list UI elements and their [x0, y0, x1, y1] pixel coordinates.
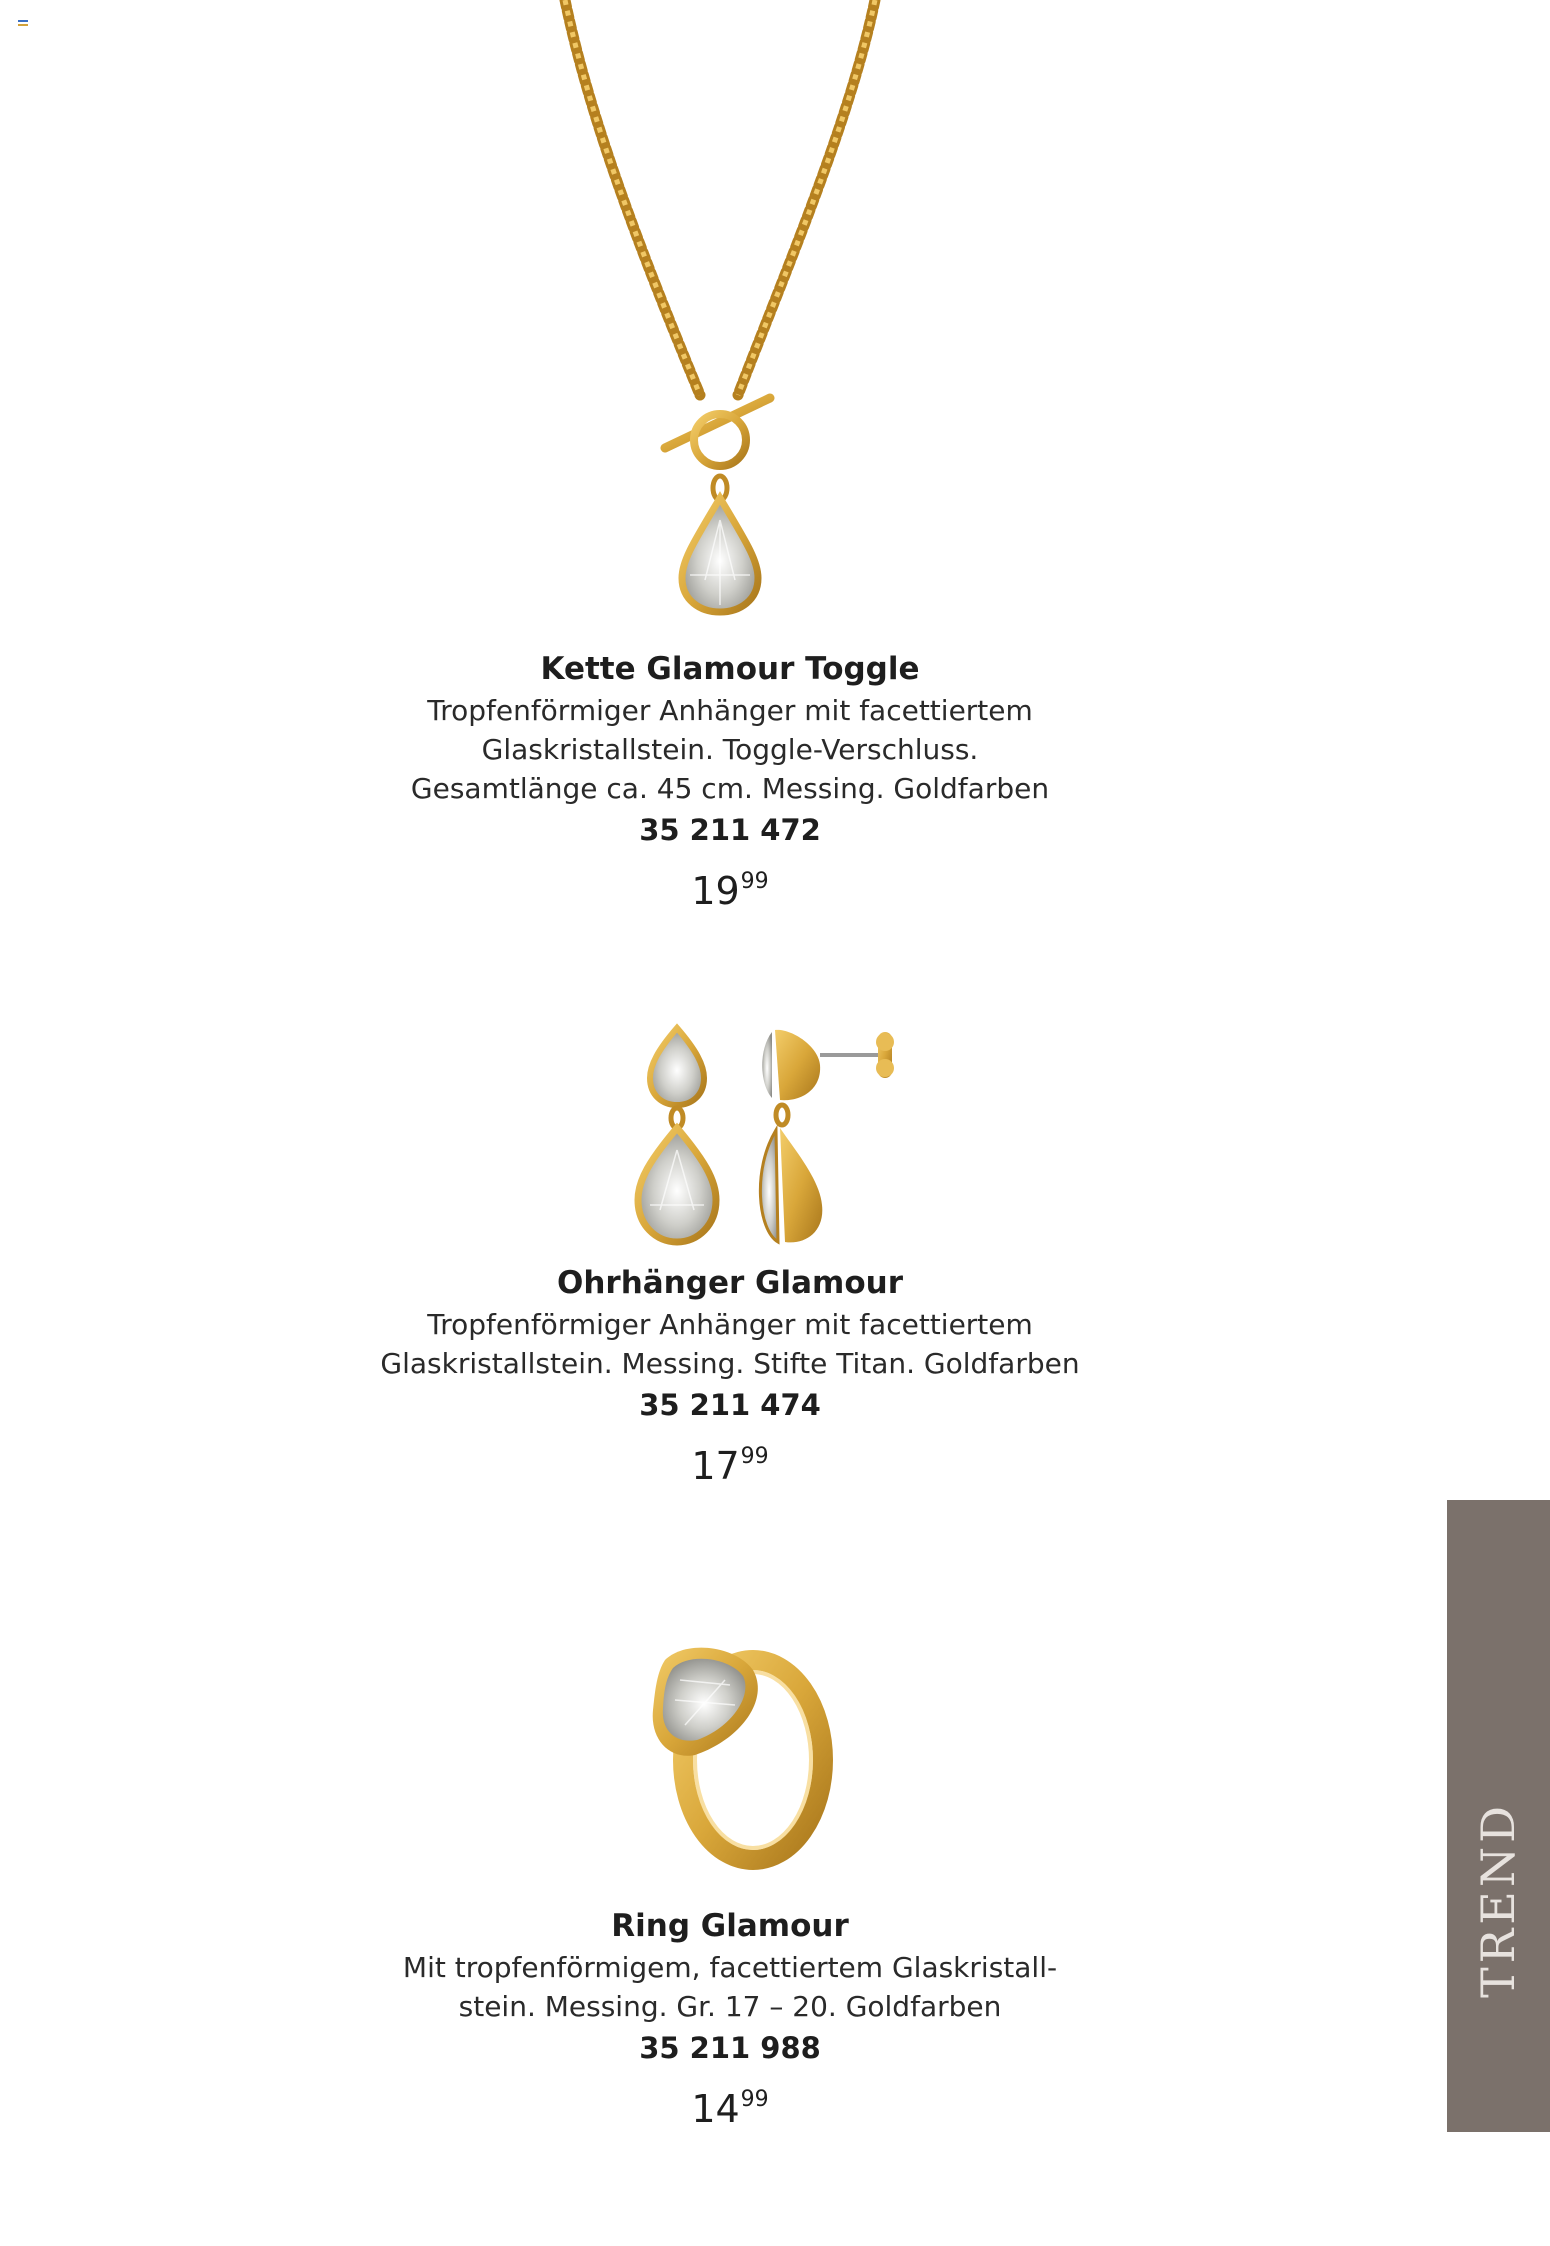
product-necklace — [330, 647, 1130, 916]
description-line: Glaskristallstein. Messing. Stifte Titan. Goldfarben — [380, 1347, 1080, 1380]
product-ring — [330, 1904, 1130, 2134]
price-cents: 99 — [740, 1444, 769, 1469]
price-euros: 14 — [691, 2087, 740, 2131]
trend-label: TREND — [1471, 1801, 1525, 1999]
description-line: Tropfenförmiger Anhänger mit facettiertem — [427, 1308, 1033, 1341]
product-description — [330, 691, 1130, 808]
price-euros: 17 — [691, 1444, 740, 1488]
product-description — [330, 1305, 1130, 1383]
product-title: Kette Glamour Toggle — [540, 651, 920, 687]
product-price — [330, 857, 1130, 916]
earrings-icon — [620, 1010, 910, 1260]
description-line: Glaskristallstein. Toggle-Verschluss. — [481, 733, 979, 766]
page-marker-icon — [18, 20, 28, 28]
description-line: Gesamtlänge ca. 45 cm. Messing. Goldfarben — [410, 772, 1050, 805]
price-cents: 99 — [740, 2087, 769, 2112]
product-description — [330, 1948, 1130, 2026]
description-line: Tropfenförmiger Anhänger mit facettiertem — [427, 694, 1033, 727]
description-line: stein. Messing. Gr. 17 – 20. Goldfarben — [458, 1990, 1002, 2023]
product-price — [330, 1432, 1130, 1491]
product-title: Ring Glamour — [611, 1908, 849, 1944]
product-sku: 35 211 472 — [639, 813, 821, 847]
trend-side-tab — [1447, 1500, 1550, 2132]
product-title: Ohrhänger Glamour — [556, 1265, 903, 1301]
ring-icon — [635, 1630, 845, 1880]
product-sku: 35 211 988 — [639, 2031, 821, 2065]
necklace-icon — [520, 0, 900, 620]
price-euros: 19 — [691, 869, 740, 913]
product-earrings — [330, 1261, 1130, 1491]
description-line: Mit tropfenförmigem, facettiertem Glaskristall- — [402, 1951, 1058, 1984]
price-cents: 99 — [740, 869, 769, 894]
product-price — [330, 2075, 1130, 2134]
product-sku: 35 211 474 — [639, 1388, 821, 1422]
